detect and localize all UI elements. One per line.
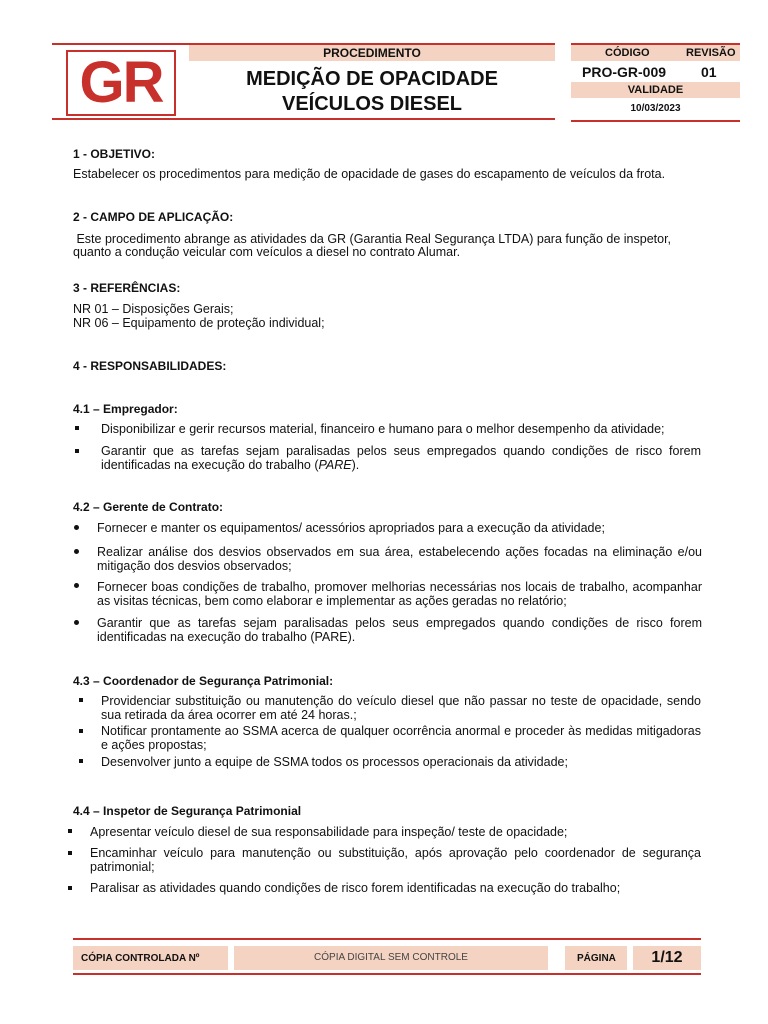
header-bottom-rule — [52, 118, 555, 120]
revision-value: 01 — [701, 64, 717, 80]
list-item: Fornecer e manter os equipamentos/ acessórios apropriados para a execução da atividade; — [97, 521, 605, 535]
square-bullet-icon — [79, 698, 83, 702]
list-item: Garantir que as tarefas sejam paralisadas pelos seus empregados quando condições de risco forem identificadas na execução do trabalho (PARE). — [97, 616, 702, 644]
copy-label-box — [73, 946, 228, 970]
reference-item: NR 06 – Equipamento de proteção individual; — [73, 316, 325, 330]
list-item: Notificar prontamente ao SSMA acerca de qualquer ocorrência anormal e proceder às medidas mitigadoras e ações propostas; — [101, 724, 701, 752]
section-4-1-title: 4.1 – Empregador: — [73, 402, 178, 416]
round-bullet-icon — [74, 620, 79, 625]
page-label: PÁGINA — [577, 953, 616, 964]
document-title — [189, 67, 555, 117]
revision-label: REVISÃO — [686, 47, 736, 59]
list-item: Realizar análise dos desvios observados em sua área, estabelecendo ações focadas na eliminação e/ou mitigação dos desvios observados; — [97, 545, 702, 573]
validity-label: VALIDADE — [571, 82, 740, 98]
footer-top-rule — [73, 938, 701, 940]
square-bullet-icon — [68, 886, 72, 890]
round-bullet-icon — [74, 549, 79, 554]
list-item-text-end: ). — [351, 458, 360, 472]
square-bullet-icon — [79, 729, 83, 733]
code-value: PRO-GR-009 — [582, 64, 667, 80]
page-number: 1/12 — [633, 946, 701, 970]
section-2-title: 2 - CAMPO DE APLICAÇÃO: — [73, 210, 234, 224]
list-item: Encaminhar veículo para manutenção ou substituição, após aprovação pelo coordenador de segurança patrimonial; — [90, 846, 701, 874]
section-3-title: 3 - REFERÊNCIAS: — [73, 281, 181, 295]
list-item — [101, 444, 701, 472]
gr-logo — [66, 50, 176, 116]
square-bullet-icon — [68, 851, 72, 855]
list-item: Disponibilizar e gerir recursos material, financeiro e humano para o melhor desempenho da atividade; — [101, 422, 665, 436]
title-line-1: MEDIÇÃO DE OPACIDADE — [246, 68, 498, 90]
list-item: Fornecer boas condições de trabalho, promover melhorias necessárias nos locais de trabalho, acompanhar as visitas técnicas, bem como elaborar e implementar as ações geradas no relatório; — [97, 580, 702, 608]
copy-status: CÓPIA DIGITAL SEM CONTROLE — [234, 946, 548, 970]
validity-value: 10/03/2023 — [630, 103, 681, 114]
section-2-text-line-2: quanto a condução veicular com veículos a diesel no contrato Alumar. — [73, 245, 461, 259]
list-item-emphasis: PARE — [318, 458, 352, 472]
list-item-text: Garantir que as tarefas sejam paralisadas pelos seus empregados quando condições de risco forem identificadas na execução do trabalho ( — [101, 444, 701, 472]
list-item: Providenciar substituição ou manutenção do veículo diesel que não passar no teste de opacidade, sendo sua retirada da área ocorrer em até 24 horas.; — [101, 694, 701, 722]
section-4-3-title: 4.3 – Coordenador de Segurança Patrimonial: — [73, 674, 334, 688]
round-bullet-icon — [74, 525, 79, 530]
section-4-4-title: 4.4 – Inspetor de Segurança Patrimonial — [73, 804, 302, 818]
section-1-title: 1 - OBJETIVO: — [73, 147, 156, 161]
list-item: Desenvolver junto a equipe de SSMA todos os processos operacionais da atividade; — [101, 755, 568, 769]
square-bullet-icon — [79, 759, 83, 763]
procedure-label: PROCEDIMENTO — [189, 45, 555, 61]
header-bottom-rule-right — [571, 120, 740, 122]
page-label-box — [565, 946, 627, 970]
code-label: CÓDIGO — [605, 47, 650, 59]
section-2-text-line-1: Este procedimento abrange as atividades da GR (Garantia Real Segurança LTDA) para função de inspetor, — [73, 232, 672, 246]
copy-label: CÓPIA CONTROLADA Nº — [81, 953, 200, 964]
list-item: Paralisar as atividades quando condições de risco forem identificadas na execução do trabalho; — [90, 881, 621, 895]
square-bullet-icon — [68, 829, 72, 833]
title-line-2: VEÍCULOS DIESEL — [281, 93, 463, 115]
footer-bottom-rule — [73, 973, 701, 975]
section-4-title: 4 - RESPONSABILIDADES: — [73, 359, 227, 373]
logo-text: GR — [79, 50, 163, 115]
round-bullet-icon — [74, 583, 79, 588]
reference-item: NR 01 – Disposições Gerais; — [73, 302, 234, 316]
section-1-text: Estabelecer os procedimentos para medição de opacidade de gases do escapamento de veículos da frota. — [73, 167, 666, 181]
section-4-2-title: 4.2 – Gerente de Contrato: — [73, 500, 224, 514]
square-bullet-icon — [75, 426, 79, 430]
square-bullet-icon — [75, 449, 79, 453]
list-item: Apresentar veículo diesel de sua responsabilidade para inspeção/ teste de opacidade; — [90, 825, 568, 839]
